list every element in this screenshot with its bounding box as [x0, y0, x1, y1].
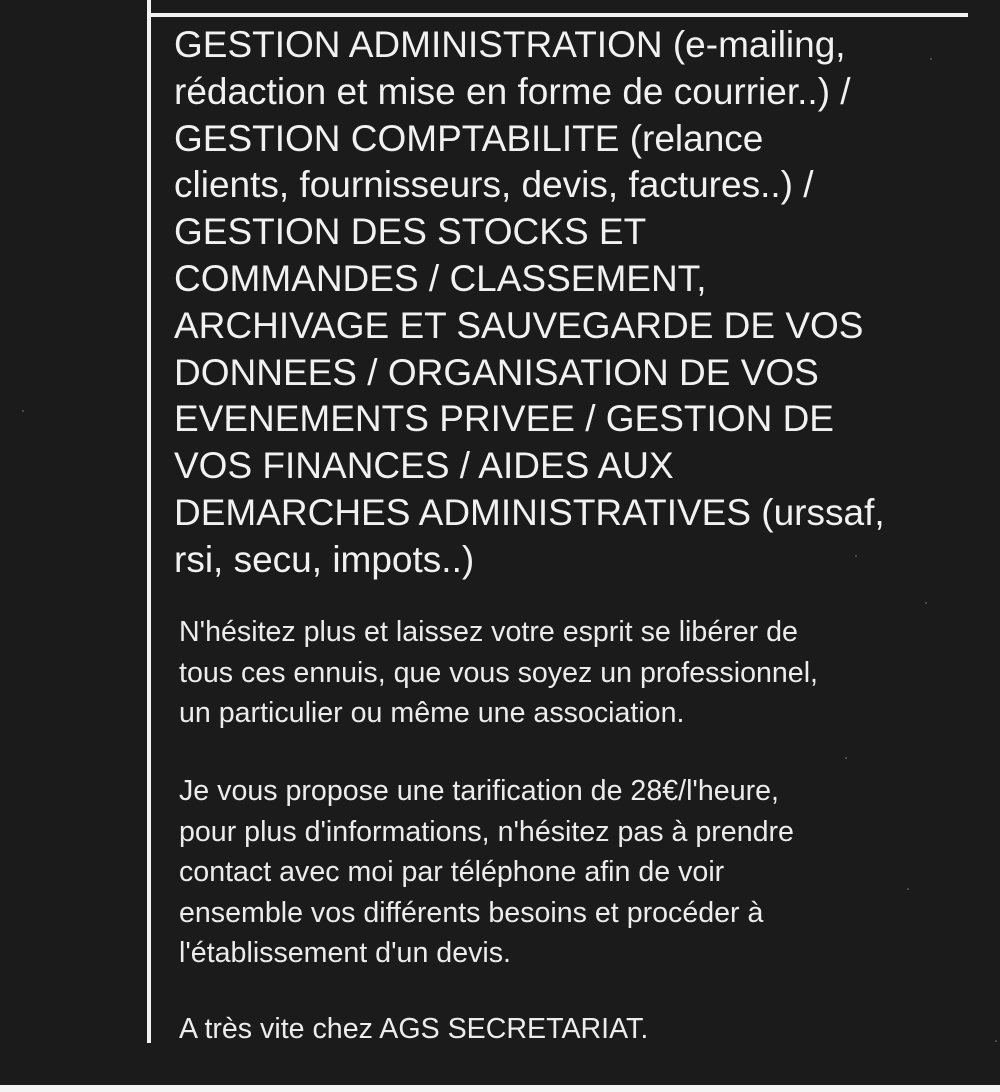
- closing-line: A très vite chez AGS SECRETARIAT.: [179, 1013, 649, 1045]
- scan-speck: [22, 410, 24, 412]
- paragraph-line: un particulier ou même une association.: [179, 697, 685, 729]
- page-margin: [0, 1085, 1000, 1092]
- pricing-paragraph: [179, 771, 969, 974]
- services-line: DONNEES / ORGANISATION DE VOS: [174, 351, 819, 393]
- scan-speck: [925, 602, 927, 604]
- scan-speck: [855, 555, 857, 557]
- paragraph-line: contact avec moi par téléphone afin de voir: [179, 856, 725, 888]
- services-line: EVENEMENTS PRIVEE / GESTION DE: [174, 398, 834, 440]
- services-line: COMMANDES / CLASSEMENT,: [174, 257, 707, 299]
- scan-speck: [995, 1040, 997, 1042]
- scan-speck: [845, 757, 847, 759]
- paragraph-line: ensemble vos différents besoins et procéder à: [179, 896, 764, 929]
- services-list: [174, 22, 964, 584]
- services-line: VOS FINANCES / AIDES AUX: [174, 445, 674, 487]
- services-line: DEMARCHES ADMINISTRATIVES (urssaf,: [174, 491, 885, 533]
- invitation-paragraph: [179, 612, 969, 734]
- paragraph-line: tous ces ennuis, que vous soyez un professionnel,: [179, 656, 818, 689]
- paragraph-line: l'établissement d'un devis.: [179, 937, 511, 969]
- paragraph-line: N'hésitez plus et laissez votre esprit se libérer de: [179, 616, 798, 648]
- services-line: GESTION ADMINISTRATION (e-mailing,: [174, 24, 846, 65]
- scan-speck: [930, 58, 932, 60]
- services-line: GESTION DES STOCKS ET: [174, 211, 647, 253]
- paragraph-line: Je vous propose une tarification de 28€/l'heure,: [179, 775, 779, 807]
- services-line: rédaction et mise en forme de courrier..) /: [174, 70, 851, 112]
- scan-speck: [907, 888, 909, 890]
- paragraph-line: pour plus d'informations, n'hésitez pas à prendre: [179, 815, 794, 848]
- top-rule: [147, 13, 968, 17]
- services-line: clients, fournisseurs, devis, factures..) /: [174, 164, 814, 206]
- services-line: GESTION COMPTABILITE (relance: [174, 117, 764, 159]
- services-line: rsi, secu, impots..): [174, 538, 475, 580]
- left-rule: [147, 0, 151, 1043]
- services-line: ARCHIVAGE ET SAUVEGARDE DE VOS: [174, 304, 864, 346]
